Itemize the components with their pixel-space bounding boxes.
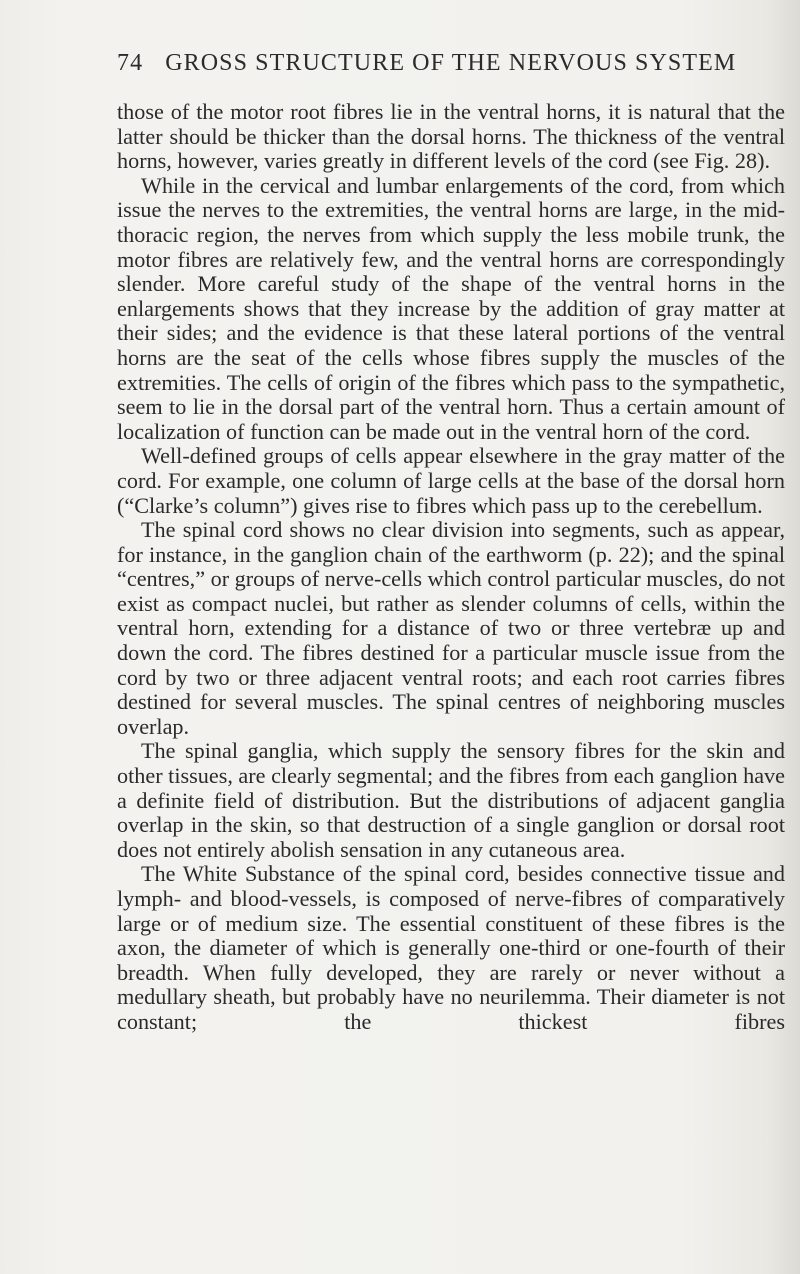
paragraph-1: those of the motor root fibres lie in the ventral horns, it is natural that the latter should be thicker than the dorsal horns. The thickness of the ventral horns, however, varies greatly in different levels of the cord (see Fig. 28). (117, 99, 785, 174)
paragraph-4: The spinal cord shows no clear division into segments, such as appear, for instance, in the ganglion chain of the earthworm (p. 22); and the spinal “centres,” or groups of nerve-cells which control particular muscles, do not exist as compact nuclei, but rather as slender columns of cells, within the ventral horn, extending for a distance of two or three vertebræ up and down the cord. The fibres destined for a particular muscle issue from the cord by two or three adjacent ventral roots; and each root carries fibres destined for several muscles. The spinal centres of neighboring muscles overlap. (117, 517, 785, 739)
body-text (117, 100, 785, 1035)
paragraph-2: While in the cervical and lumbar enlargements of the cord, from which issue the nerves to the extremities, the ventral horns are large, in the mid-thoracic region, the nerves from which supply the less mobile trunk, the motor fibres are relatively few, and the ventral horns are correspondingly slender. More careful study of the shape of the ventral horns in the enlargements shows that they increase by the addition of gray matter at their sides; and the evidence is that these lateral portions of the ventral horns are the seat of the cells whose fibres supply the muscles of the extremities. The cells of origin of the fibres which pass to the sympathetic, seem to lie in the dorsal part of the ventral horn. Thus a certain amount of localization of function can be made out in the ventral horn of the cord. (117, 172, 785, 444)
paragraph-5: The spinal ganglia, which supply the sensory fibres for the skin and other tissues, are clearly segmental; and the fibres from each ganglion have a definite field of distribution. But the distributions of adjacent ganglia overlap in the skin, so that destruction of a single ganglion or dorsal root does not entirely abolish sensation in any cutaneous area. (117, 738, 785, 862)
paragraph-6: The White Substance of the spinal cord, besides connective tissue and lymph- and blood-vessels, is composed of nerve-fibres of comparatively large or of medium size. The essential constituent of these fibres is the axon, the diameter of which is generally one-third or one-fourth of their breadth. When fully developed, they are rarely or never without a medullary sheath, but probably have no neurilemma. Their diameter is not constant; the thickest fibres (117, 861, 785, 1034)
page-number: 74 (117, 50, 144, 76)
running-head (117, 50, 737, 77)
running-title: GROSS STRUCTURE OF THE NERVOUS SYSTEM (165, 50, 737, 76)
paragraph-3: Well-defined groups of cells appear elsewhere in the gray matter of the cord. For example, one column of large cells at the base of the dorsal horn (“Clarke’s column”) gives rise to fibres which pass up to the cerebellum. (117, 443, 785, 518)
